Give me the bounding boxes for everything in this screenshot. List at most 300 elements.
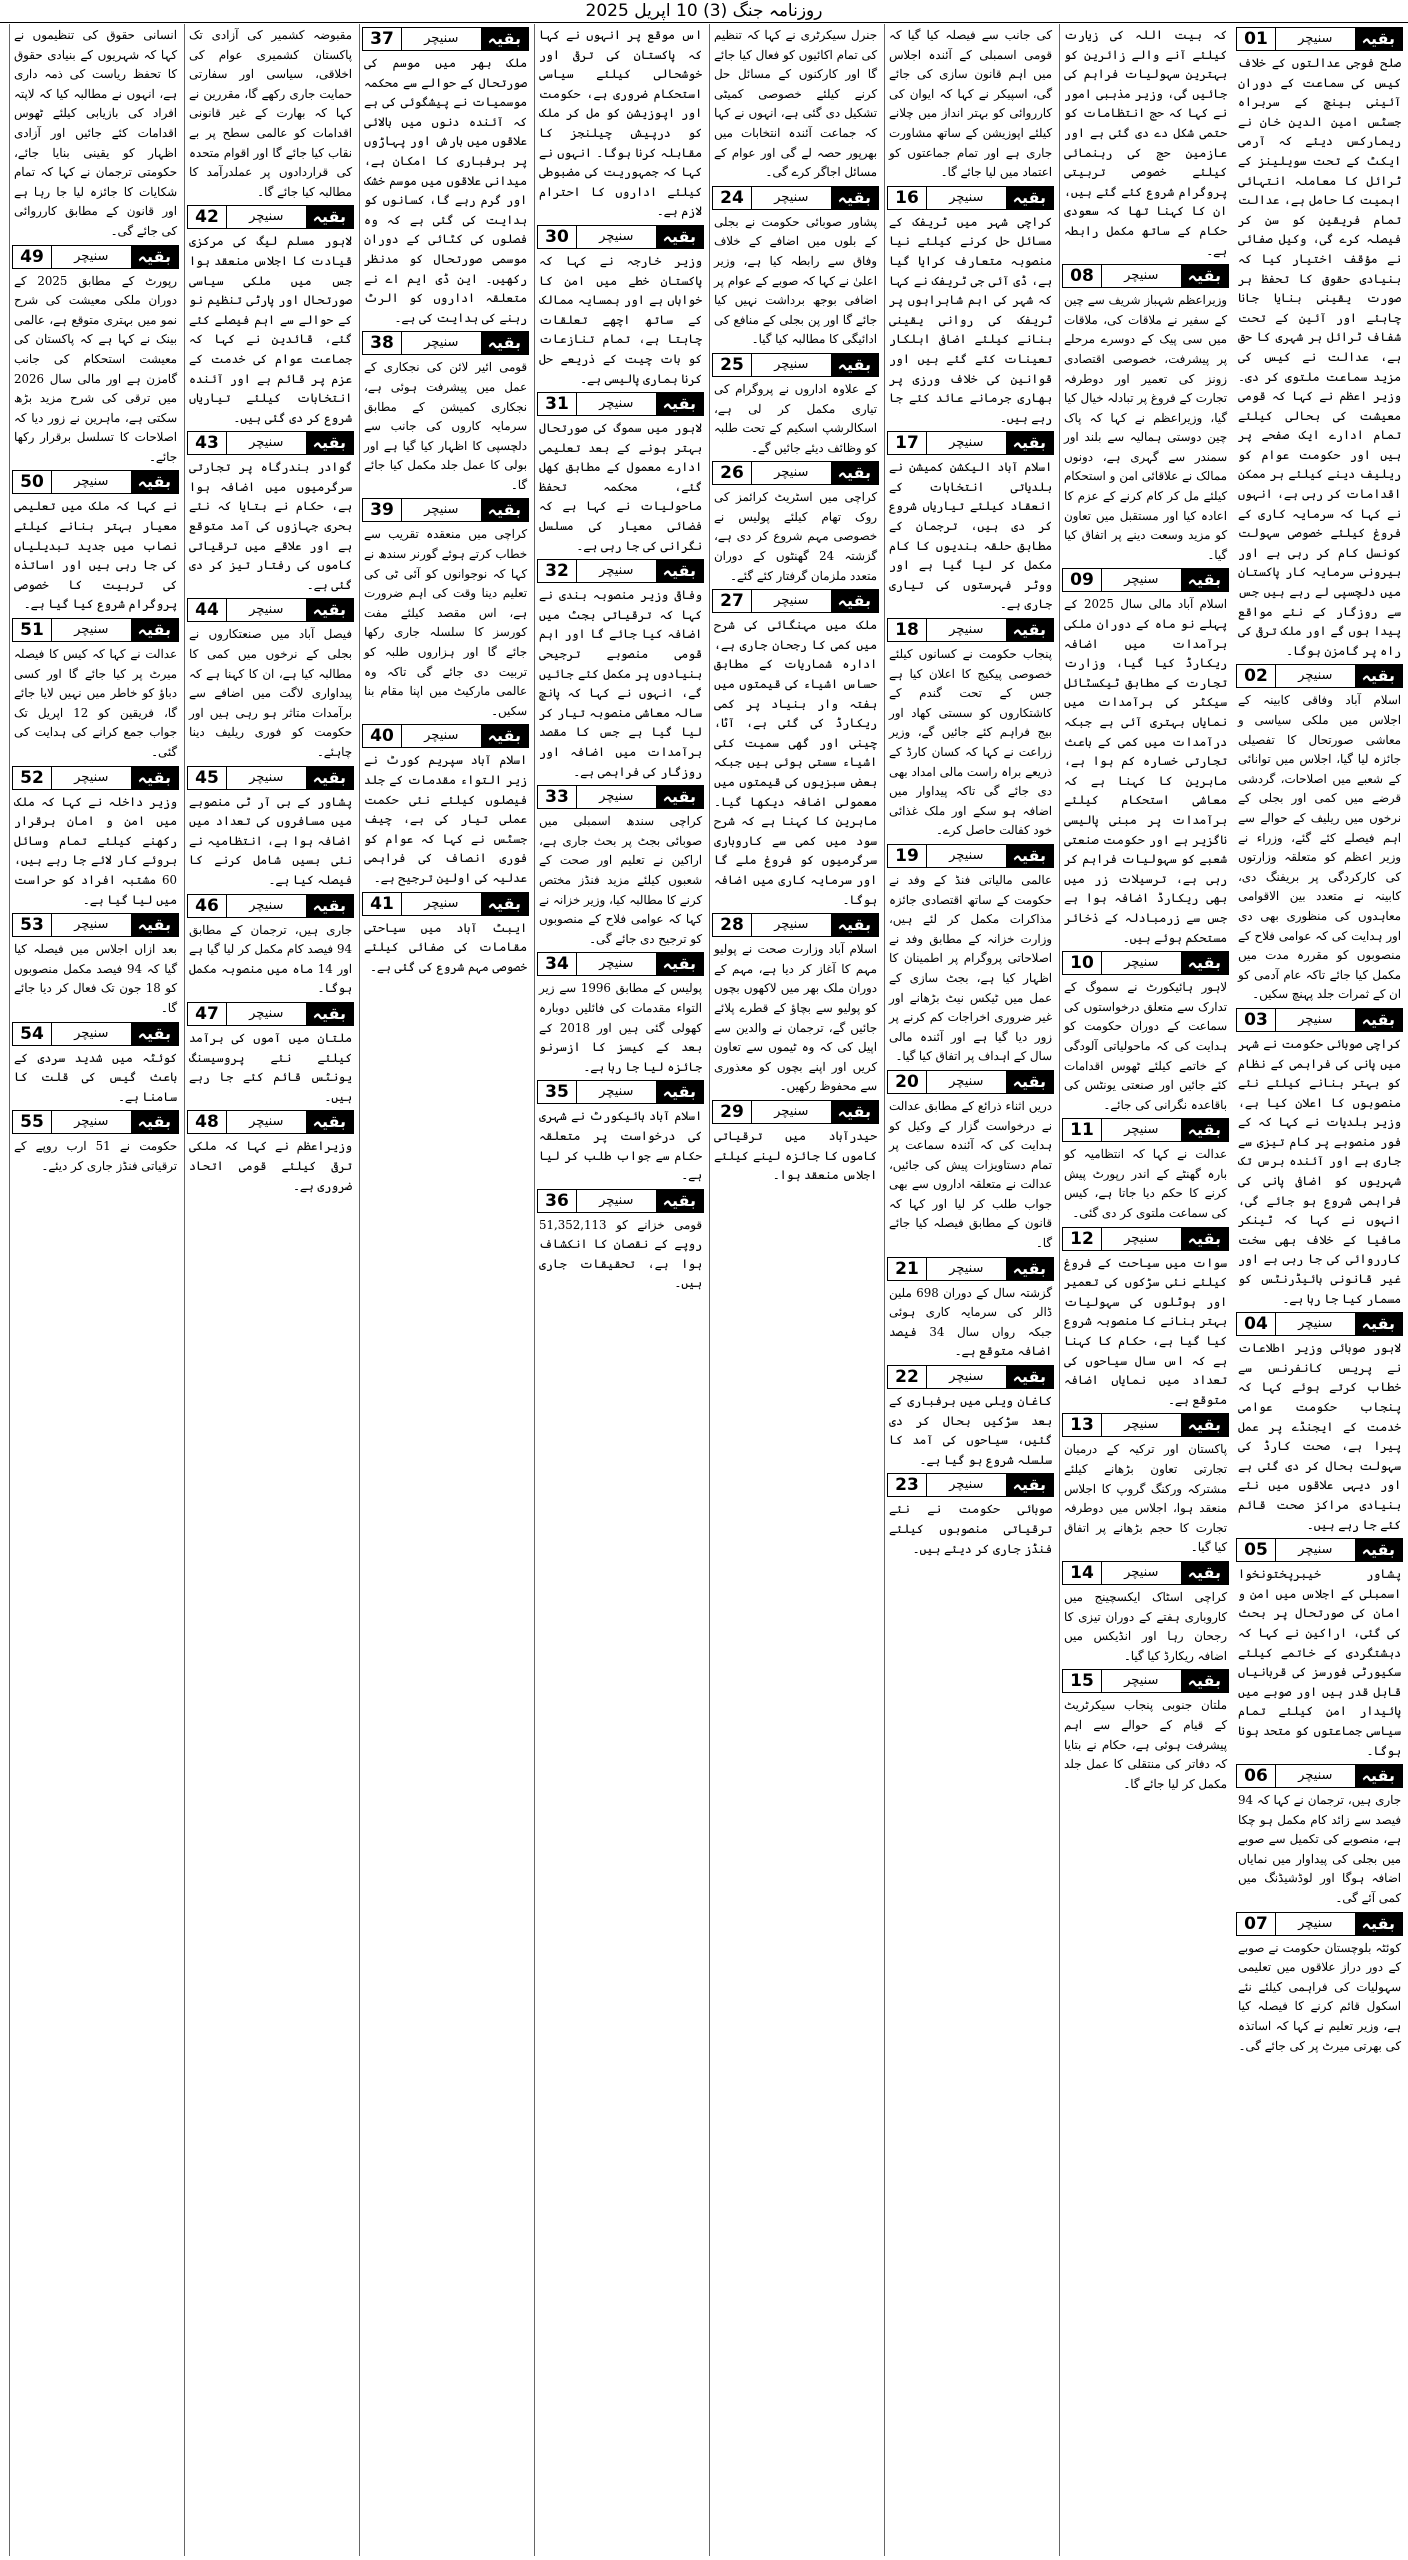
continuation-head-label: بقیہ (131, 1023, 178, 1045)
continuation-number: 09 (1063, 569, 1102, 591)
continuation-entry (360, 721, 531, 888)
continuation-entry (710, 458, 881, 586)
continuation-number: 13 (1063, 1414, 1102, 1436)
continuation-number: 23 (888, 1474, 927, 1496)
continuation-header (537, 392, 704, 416)
continuation-header (187, 205, 354, 229)
continuation-header (12, 1110, 179, 1134)
continuation-head-label: بقیہ (1006, 1258, 1053, 1280)
continuation-number: 50 (13, 471, 52, 493)
continuation-entry (710, 350, 881, 458)
continuation-number: 36 (538, 1190, 577, 1212)
continuation-tail-label: سنیچر (1298, 1768, 1333, 1784)
continuation-head-label: بقیہ (481, 28, 528, 50)
continuation-text: پولیس کے مطابق 1996 سے زیر التواء مقدمات کی فائلیں دوبارہ کھولی گئی ہیں اور 2018 کے بعد کے کیسز کا ازسرنو جائزہ لیا جا رہا ہے۔ (539, 981, 703, 1074)
continuation-head-label: بقیہ (1355, 665, 1402, 687)
continuation-text: ملتان میں آموں کی برآمد کیلئے نئے پروسیسنگ یونٹس قائم کئے جا رہے ہیں۔ (189, 1030, 352, 1104)
continuation-number: 15 (1063, 1670, 1102, 1692)
continuation-text: گزشتہ سال کے دوران 698 ملین ڈالر کی سرمایہ کاری ہوئی جبکہ رواں سال 34 فیصد اضافہ متوقع ہے۔ (889, 1285, 1053, 1359)
continuation-header (187, 598, 354, 622)
continuation-number: 22 (888, 1366, 927, 1388)
continuation-entry (10, 1019, 181, 1108)
continuation-head-label: بقیہ (1355, 1009, 1402, 1031)
continuation-head-label: بقیہ (831, 354, 878, 376)
continuation-header (887, 431, 1054, 455)
continuation-header (1236, 664, 1403, 688)
continuation-tail-label: سنیچر (424, 31, 459, 46)
continuation-text: لاہور مسلم لیگ کی مرکزی قیادت کا اجلاس منعقد ہوا جس میں ملکی سیاسی صورتحال اور پارٹی تنظیم نو کے حوالے سے اہم فیصلے کئے گئے، قائدین نے کہا کہ جماعت عوام کی خدمت کے عزم پر قائم ہے اور آئندہ انتخابات کیلئے تیاریاں شروع کر دی گئی ہیں۔ (189, 234, 352, 425)
continuation-text: اسلام آباد وزارت صحت نے پولیو مہم کا آغاز کر دیا ہے، مہم کے دوران ملک بھر میں لاکھوں بچوں کو پولیو سے بچاؤ کے قطرے پلائے جائیں گے، ترجمان نے والدین سے اپیل کی کہ وہ ٹیموں سے تعاون کریں اور اپنے بچوں کو معذوری سے محفوظ رکھیں۔ (714, 942, 877, 1094)
continuation-number: 18 (888, 619, 927, 641)
continuation-number: 46 (188, 895, 227, 917)
column-8 (9, 24, 181, 2556)
continuation-header (1062, 1118, 1229, 1142)
continuation-head-label: بقیہ (131, 246, 178, 268)
continuation-header (1062, 1561, 1229, 1585)
continuation-number: 41 (363, 893, 402, 915)
continuation-text: کی جانب سے فیصلہ کیا گیا کہ قومی اسمبلی کے آئندہ اجلاس میں اہم قانون سازی کی جائے گی، اسپیکر نے کہا کہ ایوان کی کارروائی کو بہتر انداز میں چلانے کیلئے اپوزیشن کے ساتھ مشاورت جاری ہے اور تمام جماعتوں کو اعتماد میں لیا جائے گا۔ (889, 28, 1052, 180)
continuation-text: حیدرآباد میں ترقیاتی کاموں کا جائزہ لینے کیلئے اجلاس منعقد ہوا۔ (714, 1128, 877, 1183)
continuation-tail-label: سنیچر (949, 189, 984, 205)
continuation-entry (535, 949, 706, 1077)
continuation-header (537, 559, 704, 583)
continuation-entry (885, 24, 1056, 183)
continuation-entry (1060, 1224, 1231, 1411)
continuation-tail-label: سنیچر (424, 502, 459, 518)
continuation-header (887, 1070, 1054, 1094)
continuation-text: اس موقع پر انہوں نے کہا کہ پاکستان کی ترقی اور خوشحالی کیلئے سیاسی استحکام ضروری ہے، حکومت اور اپوزیشن کو مل کر ملک کو درپیش چیلنجز کا مقابلہ کرنا ہوگا۔ انہوں نے کہا کہ جمہوریت کی مضبوطی کیلئے اداروں کا احترام لازم ہے۔ (539, 28, 702, 219)
continuation-entry (885, 1254, 1056, 1362)
continuation-text: کہ بیت اللہ کی زیارت کیلئے آنے والے زائرین کو بہترین سہولیات فراہم کی جائیں گی، وزیر مذہبی امور نے کہا کہ حج انتظامات کو حتمی شکل دے دی گئی ہے اور عازمین حج کی رہنمائی کیلئے خصوصی تربیتی پروگرام شروع کئے گئے ہیں، ان کا کہنا تھا کہ سعودی حکام کے ساتھ مکمل رابطہ ہے۔ (1064, 28, 1227, 258)
continuation-header (1236, 1538, 1403, 1562)
continuation-entry (535, 782, 706, 949)
continuation-tail-label: سنیچر (424, 335, 459, 351)
continuation-entry (10, 242, 181, 468)
continuation-number: 47 (188, 1003, 227, 1025)
continuation-head-label: بقیہ (1006, 619, 1053, 641)
continuation-text: ملک بھر میں موسم کی صورتحال کے حوالے سے محکمہ موسمیات نے پیشگوئی کی ہے کہ آئندہ دنوں میں بالائی علاقوں میں بارش اور پہاڑوں پر برفباری کا امکان ہے، میدانی علاقوں میں موسم خشک اور گرم رہے گا، کسانوں کو ہدایت کی گئی ہے کہ وہ فصلوں کی کٹائی کے دوران موسمی صورتحال کو مدنظر رکھیں۔ این ڈی ایم اے نے متعلقہ اداروں کو الرٹ رہنے کی ہدایت کی ہے۔ (364, 56, 527, 325)
continuation-text: لاہور صوبائی وزیر اطلاعات نے پریس کانفرنس سے خطاب کرتے ہوئے کہا کہ پنجاب حکومت عوامی خدمت کے ایجنڈے پر عمل پیرا ہے، صحت کارڈ کی سہولت بحال کر دی گئی ہے اور دیہی علاقوں میں نئے بنیادی مراکز صحت قائم کئے جا رہے ہیں۔ (1238, 1341, 1401, 1532)
continuation-tail-label: سنیچر (949, 847, 984, 863)
continuation-number: 07 (1237, 1913, 1276, 1935)
continuation-number: 27 (713, 590, 752, 612)
continuation-text: قومی ائیر لائن کی نجکاری کے عمل میں پیشرفت ہوئی ہے، نجکاری کمیشن کے مطابق سرمایہ کاروں کی جانب سے دلچسپی کا اظہار کیا گیا ہے اور بولی کا عمل جلد مکمل کیا جائے گا۔ (364, 360, 527, 492)
continuation-text: ایبٹ آباد میں سیاحتی مقامات کی صفائی کیلئے خصوصی مہم شروع کی گئی ہے۔ (364, 920, 527, 974)
continuation-tail-label: سنیچر (774, 917, 809, 933)
continuation-header (362, 724, 529, 748)
continuation-text: وزیر خارجہ نے کہا کہ پاکستان خطے میں امن کا خواہاں ہے اور ہمسایہ ممالک کے ساتھ اچھے تعلقات چاہتا ہے، تمام تنازعات کو بات چیت کے ذریعے حل کرنا ہماری پالیسی ہے۔ (539, 253, 702, 386)
continuation-entry (360, 24, 531, 328)
continuation-entry (885, 841, 1056, 1067)
continuation-head-label: بقیہ (656, 1081, 703, 1103)
continuation-entry (1234, 661, 1405, 1005)
continuation-head-label: بقیہ (1355, 28, 1402, 50)
continuation-tail-label: سنیچر (249, 209, 284, 225)
continuation-text: جاری ہیں، ترجمان نے کہا کہ 94 فیصد سے زائد کام مکمل ہو چکا ہے، منصوبے کی تکمیل سے صوبے میں بجلی کی پیداوار میں نمایاں اضافہ ہوگا اور لوڈشیڈنگ میں کمی آئے گی۔ (1238, 1793, 1401, 1906)
continuation-text: کراچی میں اسٹریٹ کرائمز کی روک تھام کیلئے پولیس نے خصوصی مہم شروع کر دی ہے، گزشتہ 24 گھنٹوں کے دوران متعدد ملزمان گرفتار کئے گئے۔ (714, 490, 877, 583)
continuation-entry (1060, 1558, 1231, 1666)
continuation-tail-label: سنیچر (1124, 572, 1159, 588)
continuation-text: اسلام آباد وفاقی کابینہ کے اجلاس میں ملکی سیاسی و معاشی صورتحال کا تفصیلی جائزہ لیا گیا، اجلاس میں توانائی کے شعبے میں اصلاحات، گردشی قرضے میں کمی اور بجلی کے نرخوں میں ریلیف کے حوالے سے اہم فیصلے کئے گئے، وزراء نے وزیر اعظم کو متعلقہ وزارتوں کی کارکردگی پر بریفنگ دی، کابینہ نے متعدد بین الاقوامی معاہدوں کی منظوری بھی دی اور ہدایت کی کہ عوامی فلاح کے منصوبوں کو مقررہ مدت میں مکمل کیا جائے تاکہ عام آدمی کو ان کے ثمرات جلد پہنچ سکیں۔ (1238, 693, 1401, 1002)
continuation-text: عدالت نے کہا کہ کیس کا فیصلہ میرٹ پر کیا جائے گا اور کسی دباؤ کو خاطر میں نہیں لایا جائے گا، فریقین کو 12 اپریل تک جواب جمع کرانے کی ہدایت کی گئی۔ (14, 647, 177, 759)
continuation-text: رپورٹ کے مطابق 2025 کے دوران ملکی معیشت کی شرح نمو میں بہتری متوقع ہے، عالمی بینک نے کہا ہے کہ پاکستان کی معیشت استحکام کی جانب گامزن ہے اور مالی سال 2026 میں ترقی کی شرح مزید بڑھ سکتی ہے، ماہرین نے زور دیا کہ اصلاحات کا تسلسل برقرار رکھا جائے۔ (14, 273, 177, 464)
continuation-head-label: بقیہ (831, 914, 878, 936)
continuation-text: کراچی میں منعقدہ تقریب سے خطاب کرتے ہوئے گورنر سندھ نے کہا کہ نوجوانوں کو آئی ٹی کی تعلیم دینا وقت کی اہم ضرورت ہے، اس مقصد کیلئے مفت کورسز کا سلسلہ جاری رکھا جائے گا اور ہزاروں طلبہ کو تربیت دی جائے گی تاکہ وہ عالمی مارکیٹ میں اپنا مقام بنا سکیں۔ (364, 527, 527, 718)
continuation-number: 28 (713, 914, 752, 936)
continuation-entry (185, 891, 356, 999)
continuation-number: 17 (888, 432, 927, 454)
continuation-number: 16 (888, 187, 927, 209)
continuation-header (187, 894, 354, 918)
continuation-tail-label: سنیچر (949, 1477, 984, 1493)
continuation-tail-label: سنیچر (1124, 268, 1159, 284)
continuation-text: کے علاوہ اداروں نے پروگرام کی تیاری مکمل کر لی ہے، اسکالرشپ اسکیم کے تحت طلبہ کو وظائف دیئے جائیں گے۔ (714, 381, 877, 455)
continuation-head-label: بقیہ (1181, 1119, 1228, 1141)
continuation-tail-label: سنیچر (1124, 1230, 1159, 1246)
continuation-header (362, 331, 529, 355)
continuation-header (362, 27, 529, 51)
continuation-text: عالمی مالیاتی فنڈ کے وفد نے حکومت کے ساتھ اقتصادی جائزہ مذاکرات مکمل کر لئے ہیں، وزارت خزانہ کے مطابق وفد نے اصلاحاتی پروگرام پر اطمینان کا اظہار کیا ہے، بجٹ سازی کے عمل میں ٹیکس نیٹ بڑھانے اور غیر ضروری اخراجات کم کرنے پر زور دیا گیا ہے اور آئندہ مالی سال کے اہداف پر اتفاق کیا گیا۔ (889, 872, 1052, 1064)
continuation-tail-label: سنیچر (949, 1369, 984, 1385)
continuation-text: جنرل سیکرٹری نے کہا کہ تنظیم کی تمام اکائیوں کو فعال کیا جائے گا اور کارکنوں کے مسائل حل کرنے کیلئے خصوصی کمیٹی تشکیل دی گئی ہے، انہوں نے کہا کہ جماعت آئندہ انتخابات میں بھرپور حصہ لے گی اور عوام کے مسائل اجاگر کرے گی۔ (714, 28, 877, 180)
continuation-head-label: بقیہ (831, 590, 878, 612)
continuation-text: عدالت نے کہا کہ انتظامیہ کو بارہ گھنٹے کے اندر رپورٹ پیش کرنے کا حکم دیا جاتا ہے، کیس کی سماعت ملتوی کر دی گئی۔ (1064, 1147, 1227, 1221)
continuation-head-label: بقیہ (831, 462, 878, 484)
continuation-text: وزیر داخلہ نے کہا کہ ملک میں امن و امان برقرار رکھنے کیلئے تمام وسائل بروئے کار لائے جا رہے ہیں، 60 مشتبہ افراد کو حراست میں لیا گیا ہے۔ (14, 794, 177, 907)
continuation-head-label: بقیہ (306, 432, 353, 454)
continuation-header (887, 1365, 1054, 1389)
continuation-number: 53 (13, 914, 52, 936)
continuation-tail-label: سنیچر (949, 1260, 984, 1276)
continuation-tail-label: سنیچر (949, 622, 984, 638)
column-2 (1059, 24, 1231, 2556)
continuation-header (1062, 568, 1229, 592)
continuation-entry (10, 615, 181, 763)
continuation-number: 42 (188, 206, 227, 228)
continuation-entry (10, 763, 181, 911)
continuation-head-label: بقیہ (656, 226, 703, 248)
continuation-text: کاغان ویلی میں برفباری کے بعد سڑکیں بحال کر دی گئیں، سیاحوں کی آمد کا سلسلہ شروع ہو گیا ہے۔ (889, 1394, 1052, 1467)
continuation-entry (885, 1067, 1056, 1254)
continuation-header (887, 844, 1054, 868)
continuation-head-label: بقیہ (306, 1003, 353, 1025)
continuation-text: سوات میں سیاحت کے فروغ کیلئے نئی سڑکوں کی تعمیر اور ہوٹلوں کی سہولیات بہتر بنانے کا منصوبہ شروع کیا گیا ہے، حکام کا کہنا ہے کہ اس سال سیاحوں کی تعداد میں نمایاں اضافہ متوقع ہے۔ (1064, 1255, 1227, 1407)
continuation-tail-label: سنیچر (1298, 1316, 1333, 1332)
continuation-header (187, 431, 354, 455)
continuation-text: اسلام آباد الیکشن کمیشن نے بلدیاتی انتخابات کے انعقاد کیلئے تیاریاں شروع کر دی ہیں، ترجمان کے مطابق حلقہ بندیوں کا کام مکمل کر لیا گیا ہے اور ووٹر فہرستوں کی تیاری جاری ہے۔ (889, 460, 1052, 612)
continuation-header (887, 1473, 1054, 1497)
column-5 (534, 24, 706, 2556)
continuation-tail-label: سنیچر (249, 897, 284, 913)
continuation-head-label: بقیہ (1006, 432, 1053, 454)
continuation-tail-label: سنیچر (74, 474, 109, 490)
continuation-number: 52 (13, 767, 52, 789)
continuation-header (1062, 951, 1229, 975)
continuation-header (362, 498, 529, 522)
continuation-entry (1060, 1115, 1231, 1223)
continuation-text: نے کہا کہ ملک میں تعلیمی معیار بہتر بنانے کیلئے نصاب میں جدید تبدیلیاں کی جا رہی ہیں اور اساتذہ کی تربیت کا خصوصی پروگرام شروع کیا گیا ہے۔ (14, 499, 177, 612)
continuation-head-label: بقیہ (1181, 569, 1228, 591)
continuation-text: قومی خزانے کو 51,352,113 روپے کے نقصان کا انکشاف ہوا ہے، تحقیقات جاری ہیں۔ (539, 1217, 702, 1291)
continuation-entry (1060, 948, 1231, 1115)
continuation-header (887, 618, 1054, 642)
continuation-header (887, 186, 1054, 210)
continuation-header (187, 766, 354, 790)
continuation-head-label: بقیہ (1006, 187, 1053, 209)
continuation-number: 37 (363, 28, 402, 50)
continuation-entry (1234, 1005, 1405, 1309)
continuation-header (12, 913, 179, 937)
continuation-entry (710, 910, 881, 1097)
continuation-number: 39 (363, 499, 402, 521)
continuation-number: 38 (363, 332, 402, 354)
continuation-tail-label: سنیچر (1124, 1673, 1159, 1689)
continuation-tail-label: سنیچر (949, 435, 984, 451)
continuation-head-label: بقیہ (1181, 952, 1228, 974)
continuation-header (1236, 1764, 1403, 1788)
continuation-head-label: بقیہ (1006, 1474, 1053, 1496)
continuation-head-label: بقیہ (1355, 1913, 1402, 1935)
continuation-tail-label: سنیچر (599, 789, 634, 805)
continuation-header (887, 1257, 1054, 1281)
continuation-tail-label: سنیچر (774, 189, 809, 205)
continuation-number: 29 (713, 1101, 752, 1123)
continuation-tail-label: سنیچر (599, 956, 634, 972)
continuation-tail-label: سنیچر (1298, 668, 1333, 684)
continuation-tail-label: سنیچر (74, 1114, 109, 1130)
continuation-head-label: بقیہ (131, 619, 178, 641)
continuation-header (712, 1100, 879, 1124)
continuation-number: 40 (363, 725, 402, 747)
continuation-head-label: بقیہ (1181, 265, 1228, 287)
continuation-number: 24 (713, 187, 752, 209)
continuation-tail-label: سنیچر (1298, 1542, 1333, 1558)
continuation-tail-label: سنیچر (949, 1073, 984, 1089)
column-1 (1234, 24, 1405, 2556)
continuation-tail-label: سنیچر (599, 228, 634, 244)
continuation-tail-label: سنیچر (424, 728, 459, 744)
continuation-head-label: بقیہ (656, 953, 703, 975)
continuation-head-label: بقیہ (1006, 1071, 1053, 1093)
continuation-text: فیصل آباد میں صنعتکاروں نے بجلی کے نرخوں میں کمی کا مطالبہ کیا ہے، ان کا کہنا ہے کہ پیداواری لاگت میں اضافے سے برآمدات متاثر ہو رہی ہیں اور حکومت کو فوری ریلیف دینا چاہئے۔ (189, 627, 352, 759)
continuation-header (537, 1080, 704, 1104)
continuation-head-label: بقیہ (481, 725, 528, 747)
continuation-entry (10, 1107, 181, 1176)
continuation-head-label: بقیہ (306, 767, 353, 789)
continuation-head-label: بقیہ (831, 1101, 878, 1123)
continuation-entry (535, 1077, 706, 1185)
continuation-head-label: بقیہ (306, 895, 353, 917)
continuation-text: جاری ہیں، ترجمان کے مطابق 94 فیصد کام مکمل کر لیا گیا ہے اور 14 ماہ میں منصوبہ مکمل ہوگا۔ (189, 922, 352, 996)
continuation-number: 45 (188, 767, 227, 789)
continuation-entry (710, 24, 881, 183)
continuation-entry (535, 24, 706, 222)
continuation-head-label: بقیہ (656, 786, 703, 808)
column-3 (884, 24, 1056, 2556)
continuation-entry (360, 328, 531, 495)
continuation-head-label: بقیہ (131, 471, 178, 493)
continuation-number: 06 (1237, 1765, 1276, 1787)
continuation-tail-label: سنیچر (249, 1114, 284, 1130)
continuation-text: اسلام آباد مالی سال 2025 کے پہلے نو ماہ کے دوران ملکی برآمدات میں اضافہ ریکارڈ کیا گیا، وزارت تجارت کے مطابق ٹیکسٹائل سیکٹر کی برآمدات میں نمایاں بہتری آئی ہے جبکہ درآمدات میں کمی کے باعث تجارتی خسارہ کم ہوا ہے، ماہرین کا کہنا ہے کہ معاشی استحکام کیلئے برآمدات پر مبنی پالیسی ناگزیر ہے اور حکومت صنعتی شعبے کو سہولیات فراہم کر رہی ہے، ترسیلات زر میں بھی ریکارڈ اضافہ ہوا ہے جس سے زرمبادلہ کے ذخائر مستحکم ہوئے ہیں۔ (1064, 597, 1227, 945)
continuation-header (1236, 1008, 1403, 1032)
continuation-entry (185, 428, 356, 595)
continuation-number: 34 (538, 953, 577, 975)
continuation-number: 51 (13, 619, 52, 641)
continuation-text: ملک میں مہنگائی کی شرح میں کمی کا رجحان جاری ہے، ادارہ شماریات کے مطابق حساس اشیاء کی قیمتوں میں ہفتہ وار بنیاد پر کمی ریکارڈ کی گئی ہے، آٹا، چینی اور گھی سمیت کئی اشیاء سستی ہوئی ہیں جبکہ بعض سبزیوں کی قیمتوں میں معمولی اضافہ دیکھا گیا۔ ماہرین کا کہنا ہے کہ شرح سود میں کمی سے کاروباری سرگرمیوں کو فروغ ملے گا اور سرمایہ کاری میں اضافہ ہوگا۔ (714, 618, 877, 907)
continuation-entry (185, 999, 356, 1107)
continuation-number: 10 (1063, 952, 1102, 974)
continuation-number: 30 (538, 226, 577, 248)
continuation-tail-label: سنیچر (1124, 1122, 1159, 1138)
continuation-header (1062, 1669, 1229, 1693)
continuation-tail-label: سنیچر (599, 563, 634, 579)
continuation-header (1236, 1312, 1403, 1336)
continuation-text: پشاور خیبرپختونخوا اسمبلی کے اجلاس میں امن و امان کی صورتحال پر بحث کی گئی، اراکین نے کہا کہ دہشتگردی کے خاتمے کیلئے سکیورٹی فورسز کی قربانیاں قابل قدر ہیں اور صوبے میں پائیدار امن کیلئے تمام سیاسی جماعتوں کو متحد ہونا ہوگا۔ (1238, 1567, 1401, 1758)
continuation-tail-label: سنیچر (74, 769, 109, 785)
continuation-text: لاہور ہائیکورٹ نے سموگ کے تدارک سے متعلق درخواستوں کی سماعت کے دوران حکومت کو ہدایت کی کہ ماحولیاتی آلودگی کے خاتمے کیلئے ٹھوس اقدامات کئے جائیں اور صنعتی یونٹس کی باقاعدہ نگرانی کی جائے۔ (1064, 980, 1227, 1112)
continuation-text: وفاقی وزیر منصوبہ بندی نے کہا کہ ترقیاتی بجٹ میں اضافہ کیا جائے گا اور اہم قومی منصوبے ترجیحی بنیادوں پر مکمل کئے جائیں گے، انہوں نے کہا کہ پانچ سالہ معاشی منصوبہ تیار کر لیا گیا ہے جس کا مقصد برآمدات میں اضافہ اور روزگار کی فراہمی ہے۔ (539, 588, 702, 779)
continuation-text: کراچی صوبائی حکومت نے شہر میں پانی کی فراہمی کے نظام کو بہتر بنانے کیلئے نئے منصوبوں کا اعلان کیا ہے، وزیر بلدیات نے کہا کہ کے فور منصوبے پر کام تیزی سے جاری ہے اور آئندہ برس تک شہریوں کو اضافی پانی کی فراہمی شروع ہو جائے گی، انہوں نے کہا کہ ٹینکر مافیا کے خلاف بھی سخت کارروائی کی جا رہی ہے اور غیر قانونی ہائیڈرنٹس کو مسمار کیا جا رہا ہے۔ (1238, 1036, 1401, 1306)
continuation-tail-label: سنیچر (774, 465, 809, 481)
continuation-tail-label: سنیچر (424, 895, 459, 911)
newspaper-columns (3, 24, 1405, 2556)
continuation-text: کوئٹہ بلوچستان حکومت نے صوبے کے دور دراز علاقوں میں تعلیمی سہولیات کی فراہمی کیلئے نئے اسکول قائم کرنے کا فیصلہ کیا ہے، وزیر تعلیم نے کہا کہ اساتذہ کی بھرتی میرٹ پر کی جائے گی۔ (1238, 1940, 1401, 2053)
continuation-entry (1060, 261, 1231, 565)
continuation-entry (1234, 1909, 1405, 2057)
continuation-entry (10, 24, 181, 242)
continuation-entry (1060, 1666, 1231, 1794)
continuation-tail-label: سنیچر (249, 435, 284, 451)
continuation-number: 03 (1237, 1009, 1276, 1031)
continuation-entry (1234, 1761, 1405, 1909)
continuation-number: 11 (1063, 1119, 1102, 1141)
continuation-number: 55 (13, 1111, 52, 1133)
continuation-head-label: بقیہ (1181, 1228, 1228, 1250)
continuation-entry (885, 615, 1056, 841)
continuation-entry (535, 389, 706, 556)
continuation-header (1062, 1413, 1229, 1437)
continuation-entry (1060, 24, 1231, 261)
continuation-head-label: بقیہ (831, 187, 878, 209)
continuation-entry (1060, 565, 1231, 948)
continuation-head-label: بقیہ (1355, 1765, 1402, 1787)
continuation-head-label: بقیہ (656, 560, 703, 582)
continuation-entry (535, 222, 706, 389)
continuation-header (712, 913, 879, 937)
continuation-entry (710, 1097, 881, 1186)
continuation-header (1062, 264, 1229, 288)
continuation-text: پنجاب حکومت نے کسانوں کیلئے خصوصی پیکیج کا اعلان کیا ہے جس کے تحت گندم کے کاشتکاروں کو سستی کھاد اور بیج فراہم کئے جائیں گے، وزیر زراعت نے کہا کہ کسان کارڈ کے ذریعے براہ راست مالی امداد بھی دی جائے گی تاکہ پیداوار میں اضافہ ہو سکے اور ملک غذائی خود کفالت حاصل کرے۔ (889, 647, 1052, 838)
continuation-text: مقبوضہ کشمیر کی آزادی تک پاکستان کشمیری عوام کی اخلاقی، سیاسی اور سفارتی حمایت جاری رکھے گا، مقررین نے کہا کہ بھارت کے غیر قانونی اقدامات کو عالمی سطح پر بے نقاب کیا جائے گا اور اقوام متحدہ کی قراردادوں پر عملدرآمد کا مطالبہ کیا جائے گا۔ (189, 28, 352, 199)
continuation-text: انسانی حقوق کی تنظیموں نے کہا کہ شہریوں کے بنیادی حقوق کا تحفظ ریاست کی ذمہ داری ہے، انہوں نے مطالبہ کیا کہ لاپتہ افراد کی بازیابی کیلئے ٹھوس اقدامات کئے جائیں اور آزادی اظہار کو یقینی بنایا جائے، حکومتی ترجمان نے کہا کہ تمام شکایات کا جائزہ لیا جا رہا ہے اور قانون کے مطابق کارروائی کی جائے گی۔ (14, 28, 177, 238)
continuation-number: 35 (538, 1081, 577, 1103)
continuation-entry (710, 586, 881, 910)
continuation-tail-label: سنیچر (1298, 31, 1333, 46)
continuation-tail-label: سنیچر (774, 593, 809, 609)
continuation-tail-label: سنیچر (1298, 1915, 1333, 1931)
continuation-head-label: بقیہ (481, 893, 528, 915)
continuation-header (1236, 27, 1403, 51)
continuation-entry (885, 428, 1056, 615)
continuation-head-label: بقیہ (306, 599, 353, 621)
column-6 (359, 24, 531, 2556)
continuation-tail-label: سنیچر (249, 769, 284, 785)
continuation-text: کوئٹہ میں شدید سردی کے باعث گیس کی قلت کا سامنا ہے۔ (14, 1050, 177, 1104)
continuation-text: صلح فوجی عدالتوں کے خلاف کیس کی سماعت کے دوران آئینی بینچ کے سربراہ جسٹس امین الدین خان نے ریمارکس دیئے کہ آرمی ایکٹ کے تحت سویلینز کے ٹرائل کا معاملہ انتہائی اہمیت کا حامل ہے، عدالت تمام فریقین کو سن کر فیصلہ کرے گی، وکیل صفائی نے مؤقف اختیار کیا کہ بنیادی حقوق کا تحفظ ہر صورت یقینی بنایا جانا چاہئے اور آئین کے تحت شفاف ٹرائل ہر شہری کا حق ہے، عدالت نے کیس کی مزید سماعت ملتوی کر دی۔ وزیر اعظم نے کہا کہ قومی معیشت کی بحالی کیلئے تمام ادارے ایک صفحے پر ہیں اور حکومت عوام کو ریلیف دینے کیلئے ہر ممکن اقدامات کر رہی ہے، انہوں نے کہا کہ سرمایہ کاری کے فروغ کیلئے خصوصی سہولت کونسل کام کر رہی ہے اور بیرونی سرمایہ کار پاکستان میں دلچسپی لے رہے ہیں جس سے روزگار کے نئے مواقع پیدا ہوں گے اور ملک ترقی کی راہ پر گامزن ہوگا۔ (1238, 56, 1401, 658)
continuation-header (12, 470, 179, 494)
continuation-header (712, 353, 879, 377)
continuation-text: گوادر بندرگاہ پر تجارتی سرگرمیوں میں اضافہ ہوا ہے، حکام نے بتایا کہ نئے بحری جہازوں کی آمد متوقع ہے اور علاقے میں ترقیاتی کاموں کی رفتار تیز کر دی گئی ہے۔ (189, 460, 352, 592)
continuation-head-label: بقیہ (1181, 1670, 1228, 1692)
continuation-text: کراچی اسٹاک ایکسچینج میں کاروباری ہفتے کے دوران تیزی کا رجحان رہا اور انڈیکس میں اضافہ ریکارڈ کیا گیا۔ (1064, 1589, 1227, 1663)
continuation-header (537, 1189, 704, 1213)
continuation-head-label: بقیہ (1181, 1562, 1228, 1584)
continuation-text: لاہور میں سموگ کی صورتحال بہتر ہونے کے بعد تعلیمی ادارے معمول کے مطابق کھل گئے، محکمہ تحفظ ماحولیات نے کہا ہے کہ فضائی معیار کی مسلسل نگرانی کی جا رہی ہے۔ (539, 421, 702, 553)
continuation-entry (185, 24, 356, 202)
continuation-header (187, 1002, 354, 1026)
continuation-tail-label: سنیچر (1124, 1417, 1159, 1433)
continuation-entry (10, 467, 181, 615)
continuation-number: 02 (1237, 665, 1276, 687)
continuation-tail-label: سنیچر (774, 356, 809, 372)
continuation-text: حکومت نے 51 ارب روپے کے ترقیاتی فنڈز جاری کر دیئے۔ (14, 1139, 177, 1173)
continuation-header (12, 618, 179, 642)
continuation-entry (10, 910, 181, 1018)
continuation-number: 43 (188, 432, 227, 454)
continuation-header (1236, 1912, 1403, 1936)
continuation-header (12, 245, 179, 269)
continuation-tail-label: سنیچر (599, 1192, 634, 1208)
column-7 (184, 24, 356, 2556)
continuation-header (537, 225, 704, 249)
continuation-entry (535, 556, 706, 782)
continuation-head-label: بقیہ (1181, 1414, 1228, 1436)
continuation-tail-label: سنیچر (599, 1084, 634, 1100)
continuation-number: 32 (538, 560, 577, 582)
continuation-head-label: بقیہ (306, 206, 353, 228)
continuation-number: 25 (713, 354, 752, 376)
continuation-entry (535, 1186, 706, 1294)
continuation-text: پشاور صوبائی حکومت نے بجلی کے بلوں میں اضافے کے خلاف وفاق سے رابطہ کیا ہے، وزیر اعلیٰ نے کہا کہ صوبے کے عوام پر اضافی بوجھ برداشت نہیں کیا جائے گا اور پن بجلی کے منافع کی ادائیگی کا مطالبہ کیا گیا۔ (714, 214, 877, 347)
continuation-number: 54 (13, 1023, 52, 1045)
continuation-tail-label: سنیچر (249, 1005, 284, 1021)
continuation-entry (710, 183, 881, 350)
continuation-head-label: بقیہ (131, 767, 178, 789)
continuation-tail-label: سنیچر (1124, 955, 1159, 971)
continuation-text: اسلام آباد سپریم کورٹ نے زیر التواء مقدمات کے جلد فیصلوں کیلئے نئی حکمت عملی تیار کی ہے، چیف جسٹس نے کہا کہ عوام کو فوری انصاف کی فراہمی عدلیہ کی اولین ترجیح ہے۔ (364, 753, 527, 885)
continuation-tail-label: سنیچر (1298, 1011, 1333, 1027)
continuation-text: صوبائی حکومت نے نئے ترقیاتی منصوبوں کیلئے فنڈز جاری کر دیئے ہیں۔ (889, 1502, 1052, 1556)
continuation-text: پشاور کے بی آر ٹی منصوبے میں مسافروں کی تعداد میں اضافہ ہوا ہے، انتظامیہ نے نئی بسیں شامل کرنے کا فیصلہ کیا ہے۔ (189, 794, 352, 887)
continuation-number: 12 (1063, 1228, 1102, 1250)
continuation-head-label: بقیہ (656, 1190, 703, 1212)
continuation-header (712, 461, 879, 485)
continuation-entry (885, 1362, 1056, 1470)
continuation-tail-label: سنیچر (599, 396, 634, 412)
continuation-entry (1234, 1309, 1405, 1535)
continuation-number: 01 (1237, 28, 1276, 50)
continuation-head-label: بقیہ (481, 332, 528, 354)
continuation-head-label: بقیہ (656, 393, 703, 415)
continuation-tail-label: سنیچر (249, 602, 284, 618)
continuation-number: 33 (538, 786, 577, 808)
continuation-header (1062, 1227, 1229, 1251)
continuation-head-label: بقیہ (131, 914, 178, 936)
continuation-text: کراچی شہر میں ٹریفک کے مسائل حل کرنے کیلئے نیا منصوبہ متعارف کرایا گیا ہے، ڈی آئی جی ٹریفک نے کہا کہ شہر کی اہم شاہراہوں پر ٹریفک کی روانی یقینی بنانے کیلئے اضافی اہلکار تعینات کئے گئے ہیں اور قوانین کی خلاف ورزی پر بھاری جرمانے عائد کئے جا رہے ہیں۔ (889, 214, 1052, 425)
continuation-header (712, 186, 879, 210)
continuation-header (537, 785, 704, 809)
